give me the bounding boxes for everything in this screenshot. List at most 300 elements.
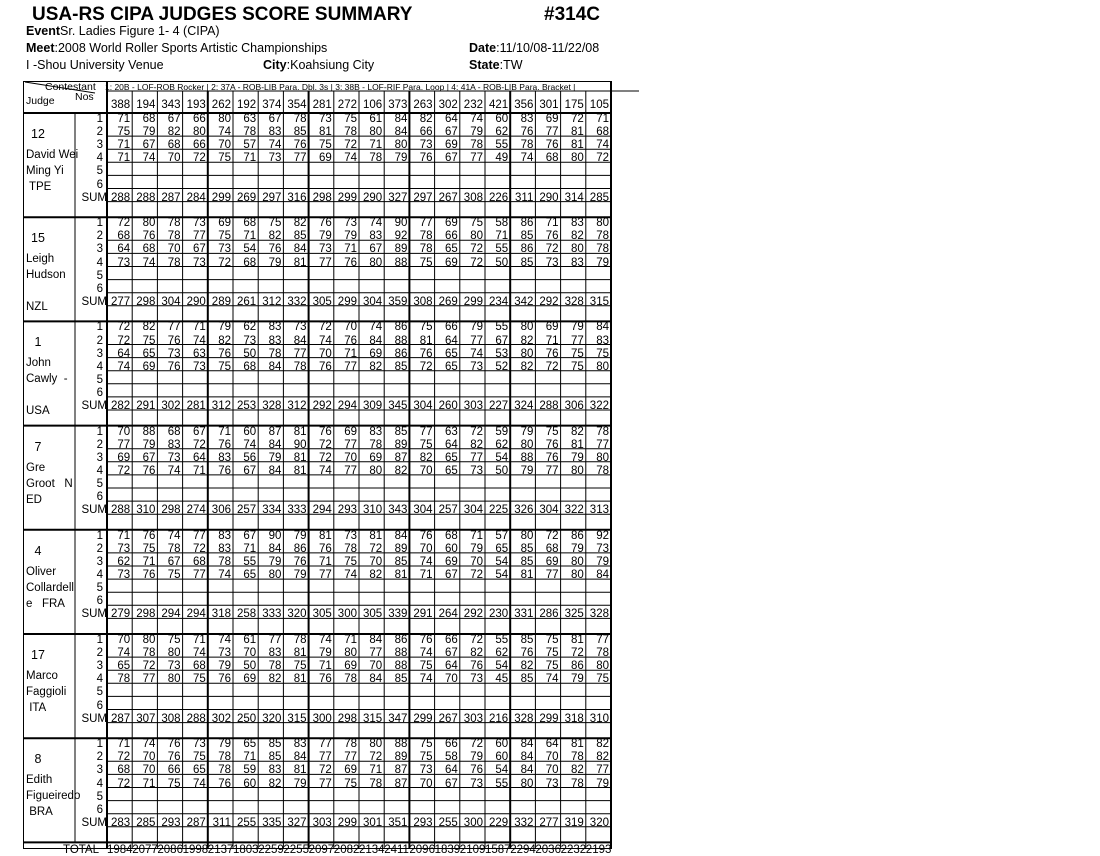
- score-cell: 75: [344, 113, 357, 125]
- sum-cell: 320: [287, 608, 307, 621]
- score-cell: 67: [167, 113, 181, 125]
- score-cell: 80: [369, 256, 383, 269]
- score-cell: 75: [596, 673, 609, 686]
- state-value: TW: [503, 58, 523, 72]
- sum-cell: 264: [438, 608, 458, 621]
- sum-cell: 307: [136, 712, 156, 725]
- score-cell: 76: [142, 464, 156, 477]
- score-cell: 54: [495, 556, 509, 568]
- score-cell: 75: [545, 425, 559, 438]
- figure-row-number: 4: [96, 569, 103, 582]
- judge-number: 1: [34, 335, 42, 350]
- sum-cell: 257: [438, 504, 458, 517]
- score-cell: 83: [520, 113, 534, 125]
- sum-cell: 334: [262, 504, 282, 517]
- sum-cell: 312: [211, 400, 231, 412]
- figure-row-number: 5: [96, 269, 103, 282]
- score-cell: 63: [243, 113, 257, 125]
- score-cell: 65: [444, 347, 458, 360]
- score-cell: 54: [495, 569, 509, 582]
- score-cell: 74: [167, 529, 181, 542]
- score-cell: 82: [520, 660, 534, 673]
- sum-cell: 315: [287, 712, 307, 725]
- judge-name: Gre Groot N ED: [26, 461, 73, 506]
- score-cell: 82: [570, 230, 584, 243]
- score-cell: 79: [570, 542, 584, 555]
- contestant-number: 193: [186, 99, 206, 111]
- score-cell: 71: [117, 113, 131, 125]
- score-cell: 74: [117, 647, 131, 660]
- score-cell: 73: [318, 113, 332, 125]
- score-cell: 79: [268, 256, 282, 269]
- judge-name: David Wei Ming Yi TPE: [26, 149, 79, 193]
- score-cell: 82: [520, 334, 534, 347]
- score-cell: 74: [419, 556, 433, 568]
- score-cell: 88: [394, 334, 408, 347]
- score-cell: 64: [444, 438, 458, 451]
- judge-number: 17: [31, 648, 45, 662]
- score-cell: 71: [419, 569, 433, 582]
- sum-cell: 299: [539, 712, 559, 725]
- score-cell: 66: [192, 139, 206, 152]
- score-cell: 76: [545, 438, 559, 451]
- score-cell: 80: [596, 217, 609, 230]
- score-cell: 83: [268, 764, 282, 777]
- sum-cell: 327: [287, 816, 307, 829]
- figure-row-number: 1: [96, 113, 103, 125]
- judge-number: 8: [34, 752, 42, 767]
- score-cell: 66: [419, 126, 433, 139]
- sum-cell: 315: [363, 712, 383, 725]
- score-cell: 74: [470, 113, 483, 125]
- score-cell: 73: [470, 360, 483, 373]
- score-cell: 74: [218, 126, 231, 139]
- score-cell: 73: [117, 542, 131, 555]
- score-cell: 70: [545, 751, 559, 764]
- venue-value: I -Shou University Venue: [26, 58, 164, 72]
- score-cell: 83: [570, 256, 584, 269]
- sum-cell: 333: [287, 504, 307, 517]
- score-cell: 76: [268, 243, 282, 256]
- score-cell: 76: [545, 230, 559, 243]
- sum-cell: 293: [161, 816, 181, 829]
- score-cell: 79: [142, 438, 156, 451]
- contestant-number: 354: [287, 99, 307, 111]
- score-cell: 76: [142, 569, 156, 582]
- figure-row-number: 3: [96, 764, 103, 777]
- score-cell: 75: [167, 777, 181, 790]
- score-cell: 78: [243, 126, 257, 139]
- sum-cell: 288: [111, 504, 131, 517]
- score-cell: 52: [495, 360, 509, 373]
- score-cell: 81: [570, 438, 584, 451]
- sum-cell: 333: [262, 608, 282, 621]
- sum-cell: 261: [237, 295, 257, 308]
- score-cell: 71: [117, 738, 131, 751]
- sum-cell: 290: [363, 191, 383, 204]
- score-cell: 79: [570, 451, 584, 464]
- sum-cell: 310: [136, 504, 156, 517]
- score-cell: 89: [394, 438, 408, 451]
- sum-cell: 313: [589, 504, 609, 517]
- score-cell: 50: [243, 347, 257, 360]
- score-cell: 78: [268, 660, 282, 673]
- score-cell: 71: [318, 660, 332, 673]
- score-cell: 76: [293, 556, 307, 568]
- sum-cell: 260: [438, 400, 458, 412]
- score-cell: 50: [495, 256, 509, 269]
- score-cell: 79: [318, 647, 332, 660]
- total-cell: 1998: [182, 844, 209, 856]
- sum-cell: 234: [489, 295, 509, 308]
- judge-name: Leigh Hudson NZL: [26, 253, 66, 314]
- score-cell: 81: [318, 126, 332, 139]
- score-cell: 83: [369, 425, 383, 438]
- sum-cell: 288: [111, 191, 131, 204]
- score-cell: 60: [444, 542, 458, 555]
- score-cell: 80: [167, 673, 181, 686]
- score-cell: 76: [520, 647, 534, 660]
- score-cell: 70: [117, 634, 131, 646]
- report-title: USA-RS CIPA JUDGES SCORE SUMMARY: [32, 4, 413, 25]
- sum-label: SUM: [81, 295, 107, 308]
- score-cell: 65: [444, 360, 458, 373]
- score-cell: 58: [495, 217, 509, 230]
- score-cell: 80: [142, 217, 156, 230]
- sum-cell: 343: [388, 504, 408, 517]
- score-cell: 71: [218, 425, 231, 438]
- score-cell: 67: [495, 334, 509, 347]
- sum-label: SUM: [81, 400, 107, 412]
- score-cell: 79: [318, 230, 332, 243]
- score-cell: 74: [344, 152, 357, 165]
- score-cell: 78: [419, 230, 433, 243]
- score-cell: 50: [495, 464, 509, 477]
- score-cell: 83: [293, 738, 307, 751]
- judge-name: Marco Faggioli ITA: [26, 670, 67, 714]
- sum-cell: 311: [515, 191, 534, 204]
- contestant-number: 301: [539, 99, 559, 111]
- score-cell: 77: [192, 569, 206, 582]
- score-table: [23, 81, 612, 856]
- sum-cell: 290: [186, 295, 206, 308]
- sum-cell: 332: [514, 816, 534, 829]
- score-cell: 68: [142, 113, 156, 125]
- sum-cell: 269: [438, 295, 458, 308]
- sum-cell: 283: [111, 816, 131, 829]
- score-cell: 77: [344, 751, 357, 764]
- score-cell: 77: [419, 217, 433, 230]
- figure-row-number: 2: [96, 126, 103, 139]
- sum-cell: 299: [337, 816, 357, 829]
- score-cell: 79: [596, 556, 609, 568]
- score-cell: 60: [495, 113, 509, 125]
- score-cell: 84: [293, 243, 307, 256]
- score-cell: 71: [192, 464, 206, 477]
- score-cell: 68: [444, 529, 458, 542]
- score-cell: 79: [218, 321, 231, 334]
- score-cell: 70: [545, 764, 559, 777]
- total-cell: 1803: [233, 844, 259, 856]
- score-cell: 64: [444, 334, 458, 347]
- score-cell: 69: [444, 256, 458, 269]
- score-cell: 77: [545, 464, 559, 477]
- score-cell: 80: [596, 451, 609, 464]
- score-cell: 83: [268, 321, 282, 334]
- score-cell: 80: [596, 360, 609, 373]
- score-cell: 80: [520, 777, 534, 790]
- sum-label: SUM: [81, 191, 107, 204]
- score-cell: 71: [369, 139, 383, 152]
- score-cell: 68: [117, 230, 131, 243]
- score-cell: 76: [218, 347, 231, 360]
- total-cell: 2077: [132, 844, 158, 856]
- score-cell: 78: [596, 425, 609, 438]
- total-cell: 2255: [283, 844, 309, 856]
- score-cell: 63: [192, 347, 206, 360]
- score-cell: 85: [268, 751, 282, 764]
- score-cell: 80: [596, 660, 609, 673]
- score-cell: 74: [596, 139, 609, 152]
- sum-cell: 320: [589, 816, 609, 829]
- score-cell: 74: [419, 673, 433, 686]
- figure-row-number: 4: [96, 152, 103, 165]
- score-cell: 82: [520, 360, 534, 373]
- score-cell: 76: [167, 751, 181, 764]
- score-cell: 76: [545, 347, 559, 360]
- figure-row-number: 5: [96, 165, 103, 178]
- contestant-number: 175: [564, 99, 584, 111]
- sum-cell: 316: [287, 191, 307, 204]
- score-cell: 75: [117, 126, 131, 139]
- score-cell: 80: [570, 243, 584, 256]
- sum-cell: 255: [438, 816, 458, 829]
- score-cell: 54: [495, 660, 509, 673]
- score-cell: 75: [167, 569, 181, 582]
- score-cell: 78: [293, 360, 307, 373]
- score-cell: 82: [596, 738, 609, 751]
- total-cell: 2134: [359, 844, 385, 856]
- score-cell: 77: [596, 764, 609, 777]
- score-cell: 85: [394, 425, 408, 438]
- score-cell: 65: [192, 764, 206, 777]
- figure-row-number: 6: [96, 386, 103, 399]
- sum-cell: 288: [539, 400, 559, 412]
- score-cell: 79: [470, 542, 483, 555]
- score-cell: 73: [545, 256, 559, 269]
- score-cell: 83: [369, 230, 383, 243]
- score-cell: 78: [142, 647, 156, 660]
- sum-cell: 303: [463, 400, 483, 412]
- score-cell: 73: [117, 569, 131, 582]
- score-cell: 81: [520, 569, 534, 582]
- score-cell: 71: [117, 139, 131, 152]
- score-cell: 80: [192, 126, 206, 139]
- score-cell: 70: [344, 321, 357, 334]
- score-cell: 80: [520, 438, 534, 451]
- score-cell: 72: [570, 113, 584, 125]
- score-cell: 74: [369, 217, 383, 230]
- score-cell: 84: [394, 529, 408, 542]
- score-cell: 62: [495, 438, 509, 451]
- score-cell: 76: [419, 347, 433, 360]
- sum-cell: 255: [237, 816, 257, 829]
- sum-cell: 284: [186, 191, 206, 204]
- sum-cell: 308: [161, 712, 181, 725]
- judge-name: Oliver Collardell e FRA: [26, 565, 74, 610]
- score-cell: 76: [318, 217, 332, 230]
- score-cell: 73: [419, 764, 433, 777]
- sum-cell: 292: [463, 608, 483, 621]
- sum-cell: 299: [413, 712, 433, 725]
- score-cell: 79: [293, 569, 307, 582]
- sum-cell: 309: [363, 400, 383, 412]
- score-cell: 87: [394, 777, 408, 790]
- score-cell: 78: [218, 556, 231, 568]
- score-cell: 80: [470, 230, 483, 243]
- total-cell: 2036: [535, 844, 561, 856]
- figure-row-number: 1: [96, 529, 103, 542]
- sum-label: SUM: [81, 712, 107, 725]
- total-cell: 1587: [485, 844, 511, 856]
- score-cell: 78: [167, 542, 181, 555]
- score-cell: 77: [470, 334, 483, 347]
- figure-row-number: 6: [96, 803, 103, 816]
- figure-row-number: 2: [96, 751, 103, 764]
- score-cell: 82: [470, 438, 483, 451]
- score-cell: 77: [318, 738, 332, 751]
- score-cell: 71: [318, 556, 332, 568]
- sum-cell: 310: [589, 712, 609, 725]
- score-cell: 71: [192, 634, 206, 646]
- score-cell: 83: [218, 529, 231, 542]
- score-cell: 76: [218, 464, 231, 477]
- score-cell: 74: [192, 777, 206, 790]
- score-cell: 77: [318, 751, 332, 764]
- sum-cell: 305: [312, 295, 332, 308]
- score-cell: 65: [117, 660, 131, 673]
- score-cell: 79: [218, 738, 231, 751]
- total-cell: 2137: [207, 844, 234, 856]
- sum-cell: 285: [136, 816, 156, 829]
- score-cell: 79: [520, 464, 534, 477]
- sum-cell: 359: [388, 295, 408, 308]
- score-cell: 75: [142, 334, 156, 347]
- score-cell: 85: [394, 556, 408, 568]
- score-cell: 84: [394, 126, 408, 139]
- score-cell: 75: [419, 738, 433, 751]
- figure-row-number: 5: [96, 373, 103, 386]
- score-cell: 77: [192, 529, 206, 542]
- score-cell: 68: [243, 256, 257, 269]
- score-cell: 77: [344, 360, 357, 373]
- score-cell: 71: [117, 152, 131, 165]
- city-label: City: [263, 58, 287, 72]
- score-cell: 67: [192, 243, 206, 256]
- score-cell: 69: [444, 139, 458, 152]
- event-value: Sr. Ladies Figure 1- 4 (CIPA): [60, 24, 220, 38]
- score-cell: 84: [596, 321, 609, 334]
- score-cell: 81: [293, 256, 307, 269]
- score-cell: 71: [344, 243, 357, 256]
- score-cell: 72: [369, 542, 383, 555]
- score-cell: 82: [167, 126, 181, 139]
- judge-name: Edith Figueiredo BRA: [26, 774, 81, 819]
- judge-name: John Cawly - USA: [26, 357, 68, 418]
- score-cell: 69: [117, 451, 131, 464]
- score-cell: 79: [470, 751, 483, 764]
- sum-cell: 299: [337, 295, 357, 308]
- score-cell: 77: [142, 673, 156, 686]
- sum-cell: 322: [589, 400, 609, 412]
- score-cell: 80: [520, 529, 534, 542]
- score-cell: 68: [117, 764, 131, 777]
- sum-label: SUM: [81, 816, 107, 829]
- contestant-number: 232: [463, 99, 483, 111]
- contestant-number: 105: [589, 99, 609, 111]
- score-cell: 73: [596, 542, 609, 555]
- score-cell: 69: [369, 347, 383, 360]
- sum-cell: 253: [237, 400, 257, 412]
- score-cell: 69: [344, 660, 357, 673]
- sum-cell: 345: [388, 400, 408, 412]
- sum-cell: 287: [111, 712, 131, 725]
- score-cell: 77: [369, 647, 383, 660]
- score-cell: 73: [218, 647, 231, 660]
- sum-cell: 301: [363, 816, 383, 829]
- contestant-number: 106: [363, 99, 383, 111]
- score-cell: 77: [570, 334, 584, 347]
- sum-cell: 319: [564, 816, 584, 829]
- score-cell: 72: [142, 660, 156, 673]
- sum-cell: 294: [161, 608, 181, 621]
- sum-cell: 298: [136, 295, 156, 308]
- score-cell: 79: [268, 451, 282, 464]
- score-cell: 79: [142, 126, 156, 139]
- score-cell: 82: [394, 464, 408, 477]
- score-cell: 83: [218, 451, 231, 464]
- score-cell: 67: [444, 569, 458, 582]
- sum-cell: 297: [262, 191, 282, 204]
- score-cell: 72: [117, 217, 131, 230]
- score-cell: 72: [545, 529, 559, 542]
- score-cell: 73: [293, 321, 307, 334]
- score-cell: 68: [545, 152, 559, 165]
- score-cell: 62: [495, 647, 509, 660]
- score-cell: 75: [545, 647, 559, 660]
- score-cell: 70: [117, 425, 131, 438]
- score-cell: 69: [545, 113, 559, 125]
- sum-cell: 325: [564, 608, 584, 621]
- city-line: City:Koahsiung City: [263, 58, 375, 72]
- figure-row-number: 5: [96, 790, 103, 803]
- score-cell: 78: [596, 243, 609, 256]
- score-cell: 69: [545, 556, 559, 568]
- score-cell: 72: [318, 451, 332, 464]
- score-cell: 92: [596, 529, 609, 542]
- figure-row-number: 5: [96, 478, 103, 490]
- score-cell: 76: [419, 152, 433, 165]
- score-cell: 87: [268, 425, 282, 438]
- figure-row-number: 3: [96, 660, 103, 673]
- score-cell: 68: [192, 556, 206, 568]
- score-cell: 88: [520, 451, 534, 464]
- score-cell: 79: [344, 230, 357, 243]
- score-cell: 79: [470, 321, 483, 334]
- score-cell: 66: [444, 321, 458, 334]
- score-cell: 77: [344, 438, 357, 451]
- figure-row-number: 2: [96, 438, 103, 451]
